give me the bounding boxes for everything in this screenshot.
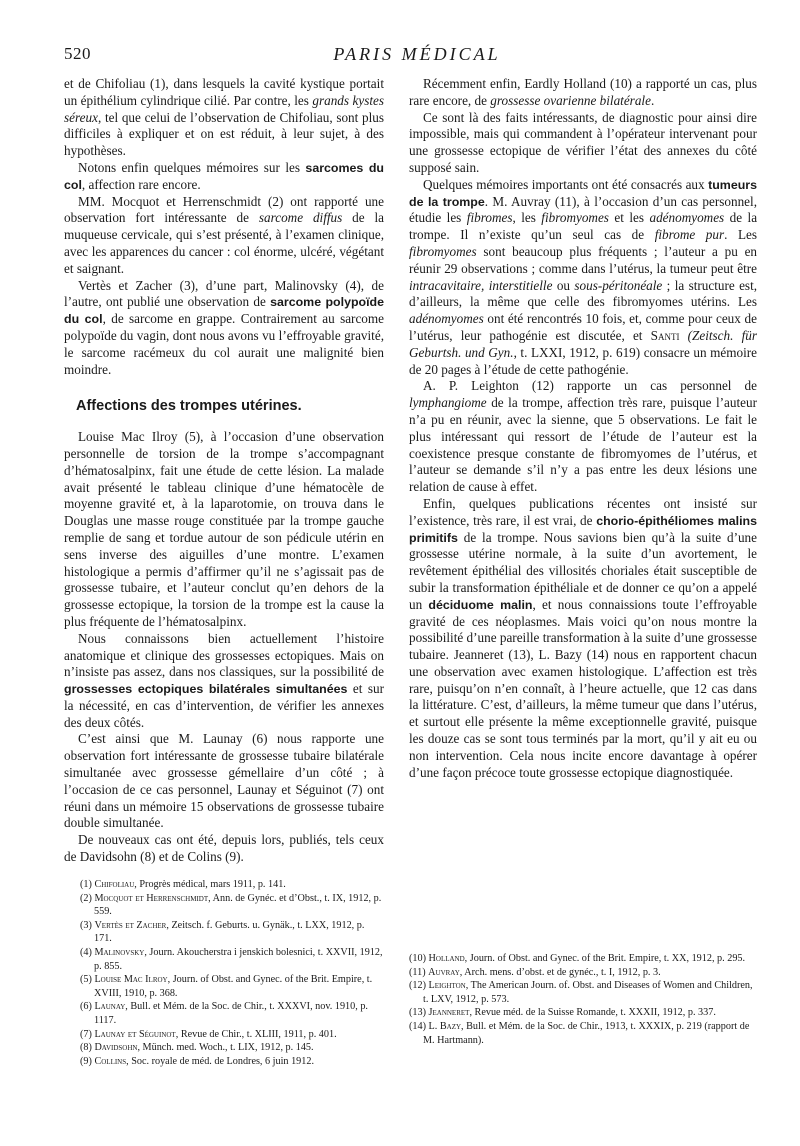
footnote: (9) Collins, Soc. royale de méd. de Londres, 6 juin 1912. <box>80 1055 314 1067</box>
footnotes-right <box>409 952 757 1047</box>
page-number: 520 <box>64 44 91 63</box>
footnote: (10) Holland, Journ. of Obst. and Gynec. of the Brit. Empire, t. XX, 1912, p. 295. <box>409 953 746 964</box>
footnote: (2) Mocquot et Herrenschmidt, Ann. de Gynéc. et d’Obst., t. IX, 1912, p. 559. <box>80 892 382 918</box>
footnote: (14) L. Bazy, Bull. et Mém. de la Soc. de Chir., 1913, t. XXXIX, p. 219 (rapport de M. Hartmann). <box>409 1020 750 1046</box>
running-title: PARIS MÉDICAL <box>333 44 501 64</box>
paragraph: Ce sont là des faits intéressants, de diagnostic pour ainsi dire impossible, mais qui commandent à l’opérateur intervenant pour une grossesse ectopique de vérifier l’état des annexes du côté supposé sain. <box>409 109 757 175</box>
footnote: (3) Vertès et Zacher, Zeitsch. f. Geburts. u. Gynäk., t. LXX, 1912, p. 171. <box>80 919 365 945</box>
page-header <box>64 44 770 66</box>
paragraph: Vertès et Zacher (3), d’une part, Malinovsky (4), de l’autre, ont publié une observation de sarcome polypoïde du col, de sarcome en grappe. Contrairement au sarcome polypoïde du vagin, dont nous avons vu l’effroyable gravité, le sarcome racémeux du col aurait une malignité bien moindre. <box>64 277 384 377</box>
footnote: (7) Launay et Séguinot, Revue de Chir., t. XLIII, 1911, p. 401. <box>80 1028 337 1040</box>
left-column <box>64 76 384 866</box>
paragraph: A. P. Leighton (12) rapporte un cas personnel de lymphangiome de la trompe, affection très rare, puisque l’auteur n’a pu en réunir, avec la sienne, que 5 observations. Le fait le plus intéressant qui ressort de l’étude de l’auteur est la coexistence presque constante de fibromyomes de l’utérus, et l’auteur se demande s’il n’y a pas entre les deux lésions une relation de cause à effet. <box>409 378 757 495</box>
footnote: (5) Louise Mac Ilroy, Journ. of Obst. and Gynec. of the Brit. Empire, t. XVIII, 1910, p. 368. <box>80 974 373 999</box>
section-heading: Affections des trompes utérines. <box>76 398 302 415</box>
paragraph: et de Chifoliau (1), dans lesquels la cavité kystique portait un épithélium cylindrique cilié. Par contre, les grands kystes séreux, tel que celui de l’observation de Chifoliau, sont plus difficiles à expliquer et on est réduit, à leur sujet, à des hypothèses. <box>64 76 384 159</box>
paragraph: De nouveaux cas ont été, depuis lors, publiés, tels ceux de Davidsohn (8) et de Colins (9). <box>64 832 384 865</box>
footnote: (12) Leighton, The American Journ. of. Obst. and Diseases of Women and Children, t. LXV, 1912, p. 573. <box>409 980 753 1005</box>
right-column <box>409 76 757 781</box>
paragraph: Enfin, quelques publications récentes ont insisté sur l’existence, très rare, il est vrai, de chorio-épithéliomes malins primitifs de la trompe. Nous savions bien qu’à la suite d’une grossesse utérine normale, à la suite d’un avortement, le revêtement épithélial des villosités choriales était susceptible de subir la transformation épithéliale et de donner ce qu’on a appelé un déciduome malin, et nous connaissions toute l’effroyable gravité de ces néoplasmes. Mais voici qu’on nous montre la possibilité d’une pareille transformation à la suite d’une grossesse tubaire. Jeanneret (13), L. Bazy (14) nous en rapportent chacun une observation avec examen histologique. L’affection est très rare, puisqu’on n’en connaît, à l’heure actuelle, que 12 cas dans la littérature. C’est, d’ailleurs, la même tumeur que dans l’utérus, et surtout elle présente la même exceptionnelle gravité, puisque les douze cas se sont tous terminés par la mort, qu’il y ait eu ou non intervention. Cela nous incite encore davantage à opérer d’une façon précoce toute grossesse ectopique diagnostiquée. <box>409 495 758 780</box>
footnote: (1) Chifoliau, Progrès médical, mars 1911, p. 141. <box>80 879 286 890</box>
paragraph: MM. Mocquot et Herrenschmidt (2) ont rapporté une observation fort intéressante de sarcome diffus de la muqueuse cervicale, qui s’est présenté, à l’examen clinique, avec les apparences du cancer : col énorme, ulcéré, végétant et saignant. <box>64 193 385 276</box>
paragraph: Nous connaissons bien actuellement l’histoire anatomique et clinique des grossesses ectopiques. Mais on n’insiste pas assez, dans nos classiques, sur la possibilité de grossesses ectopiques bilatérales simultanées et sur la nécessité, en cas d’intervention, de vérifier les annexes des deux côtés. <box>64 630 385 730</box>
paragraph: Louise Mac Ilroy (5), à l’occasion d’une observation personnelle de torsion de la trompe s’accompagnant d’hématosalpinx, fait une étude de cette lésion. La malade avait présenté le tableau clinique d’une hématocèle de moyenne gravité et, à la laparotomie, on trouva dans le Douglas une masse rouge constituée par la trompe gauche remplie de sang et tordue autour de son pédicule utérin en sens inverse des aiguilles d’une montre. L’examen histologique a permis d’affirmer qu’il ne s’agissait pas de grossesse tubaire, et l’auteur conclut qu’en dehors de la grossesse ectopique, la torsion de la trompe est la cause la plus fréquente de l’hématosalpinx. <box>64 429 384 629</box>
footnote: (8) Davidsohn, Münch. med. Woch., t. LIX, 1912, p. 145. <box>80 1042 314 1054</box>
footnote: (6) Launay, Bull. et Mém. de la Soc. de Chir., t. XXXVI, nov. 1910, p. 1117. <box>80 1001 368 1026</box>
paragraph: Récemment enfin, Eardly Holland (10) a rapporté un cas, plus rare encore, de grossesse ovarienne bilatérale. <box>409 76 757 108</box>
footnote: (4) Malinovsky, Journ. Akoucherstra i jenskich bolesnici, t. XXVII, 1912, p. 855. <box>80 946 383 972</box>
footnote: (11) Auvray, Arch. mens. d’obst. et de gynéc., t. I, 1912, p. 3. <box>409 966 661 978</box>
paragraph: C’est ainsi que M. Launay (6) nous rapporte une observation fort intéressante de grossesse tubaire bilatérale simultanée avec grossesse gémellaire d’un côté ; à l’occasion de ce cas personnel, Launay et Séguinot (7) ont réuni dans un mémoire 15 observations de grossesse tubaire double simultanée. <box>64 731 384 831</box>
footnotes-left <box>80 878 384 1068</box>
paragraph: Notons enfin quelques mémoires sur les sarcomes du col, affection rare encore. <box>64 159 384 192</box>
paragraph: Quelques mémoires importants ont été consacrés aux tumeurs de la trompe. M. Auvray (11), à l’occasion d’un cas personnel, étudie les fibromes, les fibromyomes et les adénomyomes de la trompe. Il n’existe qu’un seul cas de fibrome pur. Les fibromyomes sont beaucoup plus fréquents ; l’auteur a pu en réunir 29 observations ; comme dans l’utérus, la tumeur peut être intracavitaire, interstitielle ou sous-péritonéale ; la structure est, d’ailleurs, la même que celle des fibromyomes utérins. Les adénomyomes ont été rencontrés 10 fois, et, comme pour ceux de l’utérus, leur pathogénie est discutée, et Santi (Zeitsch. für Geburtsh. und Gyn., t. LXXI, 1912, p. 619) consacre un mémoire de 20 pages à l’étude de cette pathogénie. <box>409 176 758 377</box>
footnote: (13) Jeanneret, Revue méd. de la Suisse Romande, t. XXXII, 1912, p. 337. <box>409 1007 716 1019</box>
